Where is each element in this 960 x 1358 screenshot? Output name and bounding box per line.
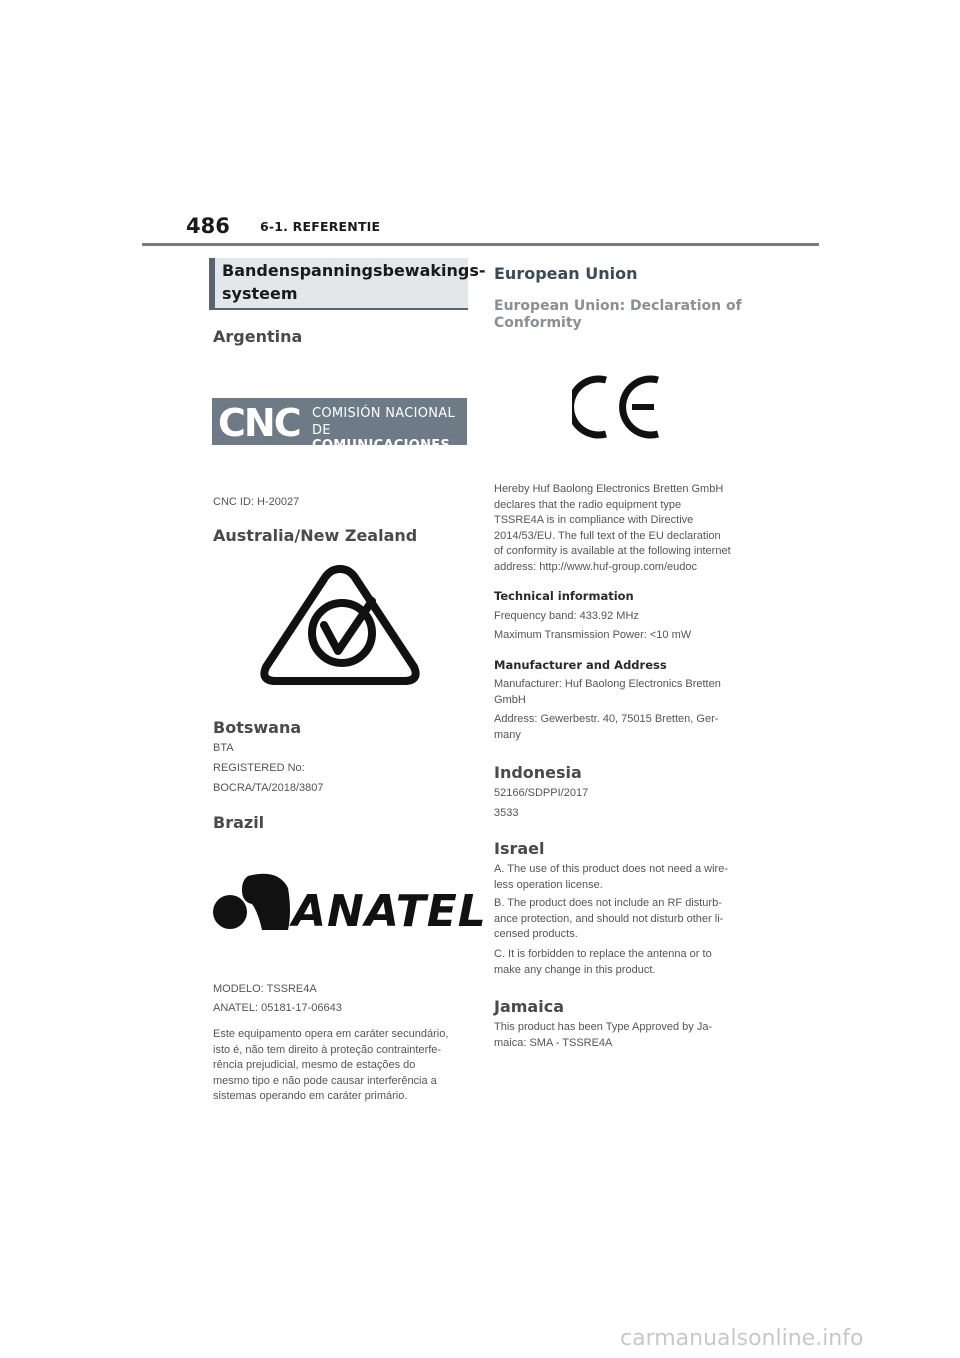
manufacturer-text: Manufacturer: Huf Baolong Electronics Bretten GmbH [494, 678, 721, 706]
argentina-heading: Argentina [213, 327, 303, 346]
israel-heading: Israel [494, 839, 545, 858]
anatel-emblem-icon [212, 868, 292, 934]
ce-mark-icon [572, 374, 668, 440]
cnc-id: CNC ID: H-20027 [213, 496, 300, 508]
jamaica-text: This product has been Type Approved by Ja- maica: SMA - TSSRE4A [494, 1021, 713, 1049]
frequency-band: Frequency band: 433.92 MHz [494, 610, 639, 622]
israel-clause-c: C. It is forbidden to replace the antenna or to make any change in this product. [494, 948, 712, 976]
eu-declaration-heading: European Union: Declaration of Conformity [494, 298, 742, 331]
page-number: 486 [186, 214, 230, 238]
brazil-modelo: MODELO: TSSRE4A [213, 983, 317, 995]
rcm-compliance-icon [258, 563, 422, 687]
anatel-wordmark: ANATEL [292, 886, 487, 937]
max-transmission-power: Maximum Transmission Power: <10 mW [494, 629, 692, 641]
brazil-heading: Brazil [213, 813, 265, 832]
israel-clause-b: B. The product does not include an RF disturb- ance protection, and should not disturb other li- censed products. [494, 897, 724, 940]
indonesia-pleg-number: 3533 [494, 807, 519, 819]
brazil-anatel-number: ANATEL: 05181-17-06643 [213, 1002, 342, 1014]
manufacturer-heading: Manufacturer and Address [494, 658, 667, 672]
technical-info-heading: Technical information [494, 589, 634, 603]
section-title: 6-1. REFERENTIE [260, 219, 381, 234]
header-rule [142, 243, 819, 246]
address-text: Address: Gewerbestr. 40, 75015 Bretten, Ger- many [494, 713, 719, 741]
topic-banner [209, 258, 486, 310]
cnc-logo-mark: CNC [218, 401, 300, 445]
topic-banner-title: Bandenspanningsbewakings- systeem [222, 261, 486, 303]
site-watermark: carmanualsonline.info [620, 1326, 864, 1351]
brazil-notice: Este equipamento opera em caráter secundário, isto é, não tem direito à proteção contrainterfe- rência prejudicial, mesmo de estações do mesmo tipo e não pode causar interferência a sistemas operando em caráter primário. [213, 1028, 449, 1102]
botswana-heading: Botswana [213, 718, 302, 737]
indonesia-cert-number: 52166/SDPPI/2017 [494, 787, 589, 799]
cnc-logo: CNC COMISIÓN NACIONAL DE COMUNICACIONES [212, 398, 467, 445]
eu-heading: European Union [494, 264, 638, 283]
jamaica-heading: Jamaica [494, 997, 564, 1016]
eu-declaration-text: Hereby Huf Baolong Electronics Bretten GmbH declares that the radio equipment type TSSRE4A is in compliance with Directive 2014/53/EU. The full text of the EU declaration of conformity is available at the following internet address: http://www.huf-group.com/eudoc [494, 483, 731, 573]
botswana-info: BTA REGISTERED No: BOCRA/TA/2018/3807 [213, 742, 324, 794]
australia-heading: Australia/New Zealand [213, 526, 418, 545]
israel-clause-a: A. The use of this product does not need a wire- less operation license. [494, 863, 728, 891]
anatel-logo [212, 868, 487, 937]
indonesia-heading: Indonesia [494, 763, 582, 782]
